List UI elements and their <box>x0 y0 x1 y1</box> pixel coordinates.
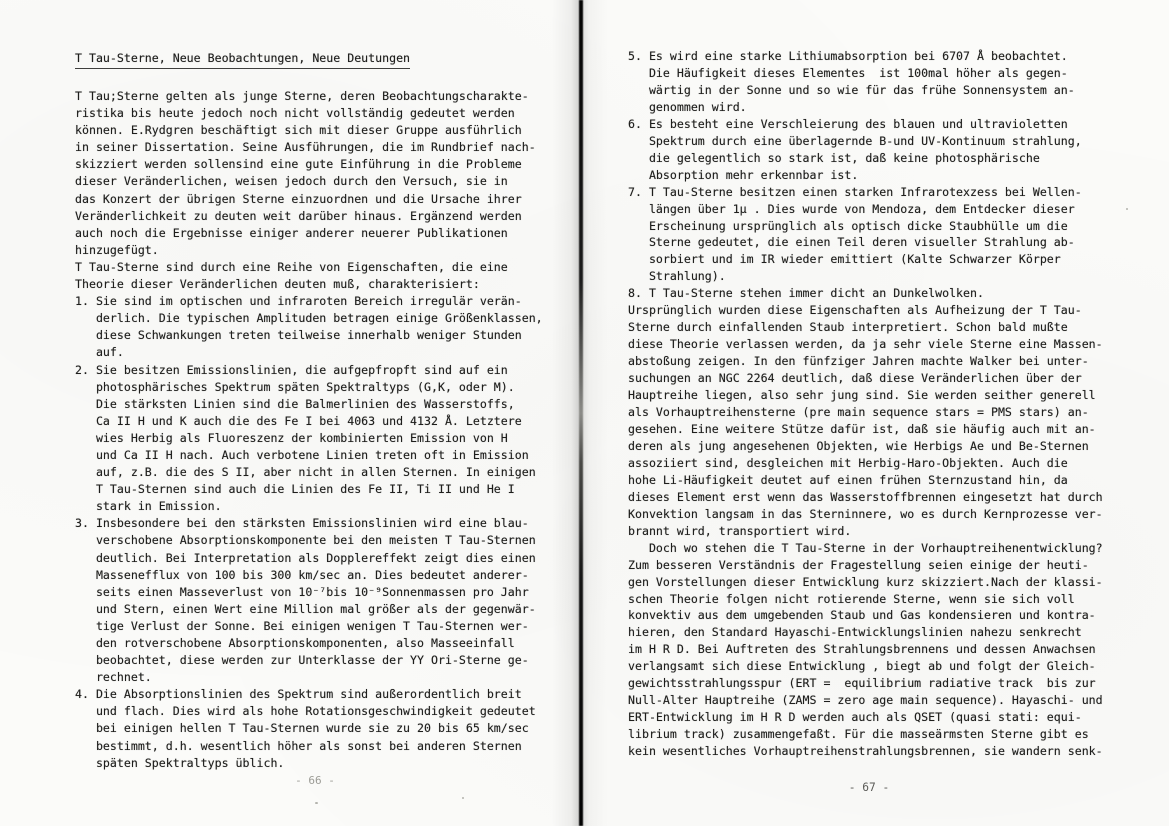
text-line: sorbiert und im IR wieder emittiert (Kalte Schwarzer Körper <box>648 252 1061 267</box>
text-line: wies Herbig als Fluoreszenz der kombinierten Emission von H <box>95 430 508 445</box>
spine-fold-line <box>579 0 583 826</box>
text-line: diese Theorie verlassen werden, da ja sehr viele Sterne eine Massen- <box>628 337 1103 352</box>
list-item <box>75 293 555 361</box>
text-line: Spektrum durch eine überlagernde B-und UV-Kontinuum strahlung, <box>648 133 1082 148</box>
text-line: librium track) zusammengefaßt. Für die masseärmsten Sterne gibt es <box>628 727 1089 742</box>
item-number: 2. <box>75 362 89 377</box>
text-line: Null-Alter Hauptreihe (ZAMS = zero age main sequence). Hayaschi- und <box>628 693 1103 708</box>
text-line: genommen wird. <box>648 99 747 114</box>
left-page <box>75 50 555 787</box>
item-number: 4. <box>75 687 89 702</box>
text-line: Konvektion langsam in das Sterninnere, wo es durch Kernprozesse ver- <box>628 506 1103 521</box>
text-line: bei einigen hellen T Tau-Sternen wurde sie zu 20 bis 65 km/sec <box>95 721 529 736</box>
text-line: T Tau-Sternen sind auch die Linien des Fe II, Ti II und He I <box>95 482 515 497</box>
text-line: photosphärisches Spektrum späten Spektraltyps (G,K, oder M). <box>95 379 515 394</box>
right-page <box>628 48 1110 794</box>
list-item <box>628 285 1110 302</box>
text-line: kein wesentliches Vorhauptreihenstrahlungsbrennen, sie wandern senk- <box>628 744 1103 759</box>
text-line: Die Absorptionslinien des Spektrum sind außerordentlich breit <box>95 687 522 702</box>
text-line: T Tau-Sterne besitzen einen starken Infrarotexzess bei Wellen- <box>648 184 1082 199</box>
text-line: gesehen. Eine weitere Stütze dafür ist, daß sie häufig auch mit an- <box>628 421 1096 436</box>
text-line: rechnet. <box>95 670 152 685</box>
title-row <box>75 50 555 69</box>
list-item <box>75 362 555 516</box>
text-line: dieser Veränderlichen, weisen jedoch durch den Versuch, sie in <box>75 174 508 189</box>
text-line: das Konzert der übrigen Sterne einzuordnen und die Ursache ihrer <box>75 191 522 206</box>
list-item <box>628 116 1110 184</box>
text-line: die gelegentlich so stark ist, daß keine photosphärische <box>648 150 1040 165</box>
text-line: Die Häufigkeit dieses Elementes ist 100mal höher als gegen- <box>648 65 1068 80</box>
scan-speck <box>315 802 318 804</box>
text-line: hinzugefügt. <box>75 242 159 257</box>
text-line: Sterne gedeutet, die einen Teil deren visueller Strahlung ab- <box>648 235 1075 250</box>
item-number: 7. <box>628 184 642 199</box>
text-line: hieren, den Standard Hayaschi-Entwicklungslinien nahezu senkrecht <box>628 625 1082 640</box>
text-line: brannt wird, transportiert wird. <box>628 523 852 538</box>
text-line: bestimmt, d.h. wesentlich höher als sonst bei anderen Sternen <box>95 738 522 753</box>
text-line: verschobene Absorptionskomponente bei den meisten T Tau-Sternen <box>95 533 536 548</box>
list-item <box>75 515 555 686</box>
text-line: gen Vorstellungen dieser Entwicklung kurz skizziert.Nach der klassi- <box>628 574 1103 589</box>
text-line: im H R D. Bei Auftreten des Strahlungsbrennens und dessen Anwachsen <box>628 642 1096 657</box>
text-line: auch noch die Ergebnisse einiger anderer neuerer Publikationen <box>75 225 508 240</box>
book-spine <box>552 0 608 826</box>
text-line: längen über 1μ . Dies wurde von Mendoza, dem Entdecker dieser <box>648 201 1075 216</box>
text-line: in seiner Dissertation. Seine Ausführungen, die im Rundbrief nach- <box>75 140 536 155</box>
numbered-list-right <box>628 48 1110 302</box>
text-line: deutlich. Bei Interpretation als Dopplereffekt zeigt dies einen <box>95 550 536 565</box>
text-line: Hauptreihe liegen, also sehr jung sind. Sie werden seither generell <box>628 388 1096 403</box>
text-line: den rotverschobene Absorptionskomponenten, also Masseeinfall <box>95 636 515 650</box>
text-line: auf. <box>95 345 124 360</box>
text-line: Theorie dieser Veränderlichen deuten muß, charakterisiert: <box>75 277 480 292</box>
text-line: späten Spektraltyps üblich. <box>95 755 285 770</box>
text-line: Erscheinung ursprünglich als optisch dicke Staubhülle um die <box>648 218 1068 233</box>
text-line: Sie sind im optischen und infraroten Bereich irregulär verän- <box>95 294 522 309</box>
item-number: 3. <box>75 516 89 531</box>
text-line: wärtig in der Sonne und so wie für das frühe Sonnensystem an- <box>648 82 1075 97</box>
intro-paragraph <box>75 88 555 293</box>
text-line: Sterne durch einfallenden Staub interpretiert. Schon bald mußte <box>628 320 1068 335</box>
document-title: T Tau-Sterne, Neue Beobachtungen, Neue Deutungen <box>75 50 410 69</box>
text-line: diese Schwankungen treten teilweise innerhalb weniger Stunden <box>95 328 522 343</box>
text-line: deren als jung angesehenen Objekten, wie Herbigs Ae und Be-Sternen <box>628 438 1089 453</box>
list-item <box>628 48 1110 116</box>
text-line: tige Verlust der Sonne. Bei einigen wenigen T Tau-Sternen wer- <box>95 618 529 633</box>
item-number: 5. <box>628 49 642 63</box>
list-item <box>75 686 555 771</box>
text-line: und flach. Dies wird als hohe Rotationsgeschwindigkeit gedeutet <box>95 704 536 719</box>
item-number: 1. <box>75 294 89 309</box>
body-paragraph-2 <box>628 540 1110 760</box>
text-line: als Vorhauptreihensterne (pre main sequence stars = PMS stars) an- <box>628 405 1089 420</box>
text-line: Ca II H und K auch die des Fe I bei 4063 und 4132 Å. Letztere <box>95 413 522 428</box>
scan-speck <box>462 797 464 799</box>
text-line: Sie besitzen Emissionslinien, die aufgepfropft sind auf ein <box>95 362 508 377</box>
text-line: Insbesondere bei den stärksten Emissionslinien wird eine blau- <box>95 516 529 531</box>
text-line: suchungen an NGC 2264 deutlich, daß diese Veränderlichen über der <box>628 371 1082 386</box>
text-line: Zum besseren Verständnis der Fragestellung seien einige der heuti- <box>628 557 1089 572</box>
text-line: T Tau-Sterne stehen immer dicht an Dunkelwolken. <box>648 286 984 301</box>
text-line: T Tau-Sterne sind durch eine Reihe von Eigenschaften, die eine <box>75 259 508 274</box>
text-line: konvektiv aus dem umgebenden Staub und Gas kondensieren und kontra- <box>628 608 1096 623</box>
body-paragraph-1 <box>628 302 1110 539</box>
text-line: gewichtsstrahlungsspur (ERT = equilibrium radiative track bis zur <box>628 676 1096 691</box>
text-line: skizziert werden sollensind eine gute Einführung in die Probleme <box>75 157 522 172</box>
item-number: 8. <box>628 286 642 301</box>
text-line: T Tau;Sterne gelten als junge Sterne, deren Beobachtungscharakte- <box>75 89 529 103</box>
text-line: dieses Element erst wenn das Wasserstoffbrennen eingesetzt hat durch <box>628 489 1103 504</box>
text-line: Die stärksten Linien sind die Balmerlinien des Wasserstoffs, <box>95 396 515 411</box>
text-line: verlangsamt sich diese Entwicklung , biegt ab und folgt der Gleich- <box>628 659 1096 674</box>
text-line: und Ca II H nach. Auch verbotene Linien treten oft in Emission <box>95 447 529 462</box>
text-line: und Stern, einen Wert eine Million mal größer als der gegenwär- <box>95 601 536 616</box>
text-line: stark in Emission. <box>95 499 222 514</box>
list-item <box>628 184 1110 286</box>
page-number-left: - 66 - <box>295 773 335 787</box>
text-line: können. E.Rydgren beschäftigt sich mit dieser Gruppe ausführlich <box>75 123 522 138</box>
page-number-right: - 67 - <box>848 781 890 795</box>
scan-speck <box>1126 208 1128 210</box>
text-line: abstoßung zeigen. In den fünfziger Jahren machte Walker bei unter- <box>628 354 1089 369</box>
text-line: hohe Li-Häufigkeit deutet auf einen frühen Sternzustand hin, da <box>628 472 1068 487</box>
text-line: ristika bis heute jedoch noch nicht vollständig gedeutet werden <box>75 106 515 121</box>
text-line: ERT-Entwicklung im H R D werden auch als QSET (quasi stati: equi- <box>628 710 1082 725</box>
text-line: schen Theorie folgen nicht rotierende Sterne, wenn sie sich voll <box>628 591 1075 606</box>
text-line: Strahlung). <box>648 269 726 284</box>
text-line: seits einen Masseverlust von 10⁻⁷bis 10⁻⁹Sonnenmassen pro Jahr <box>95 584 529 599</box>
text-line: Veränderlichkeit zu deuten weit darüber hinaus. Ergänzend werden <box>75 208 522 223</box>
text-line: Doch wo stehen die T Tau-Sterne in der Vorhauptreihenentwicklung? <box>628 540 1103 555</box>
numbered-list-left <box>75 293 555 772</box>
text-line: assoziiert sind, desgleichen mit Herbig-Haro-Objekten. Auch die <box>628 455 1068 470</box>
text-line: Ursprünglich wurden diese Eigenschaften als Aufheizung der T Tau- <box>628 303 1082 318</box>
text-line: Es besteht eine Verschleierung des blauen und ultravioletten <box>648 116 1068 131</box>
item-number: 6. <box>628 116 642 131</box>
text-line: beobachtet, diese werden zur Unterklasse der YY Ori-Sterne ge- <box>95 653 529 668</box>
text-line: Massenefflux von 100 bis 300 km/sec an. Dies bedeutet anderer- <box>95 567 529 582</box>
text-line: derlich. Die typischen Amplituden betragen einige Größenklassen, <box>95 311 543 326</box>
text-line: auf, z.B. die des S II, aber nicht in allen Sternen. In einigen <box>95 465 536 480</box>
text-line: Es wird eine starke Lithiumabsorption bei 6707 Å beobachtet. <box>648 49 1068 63</box>
text-line: Absorption mehr erkennbar ist. <box>648 167 859 182</box>
